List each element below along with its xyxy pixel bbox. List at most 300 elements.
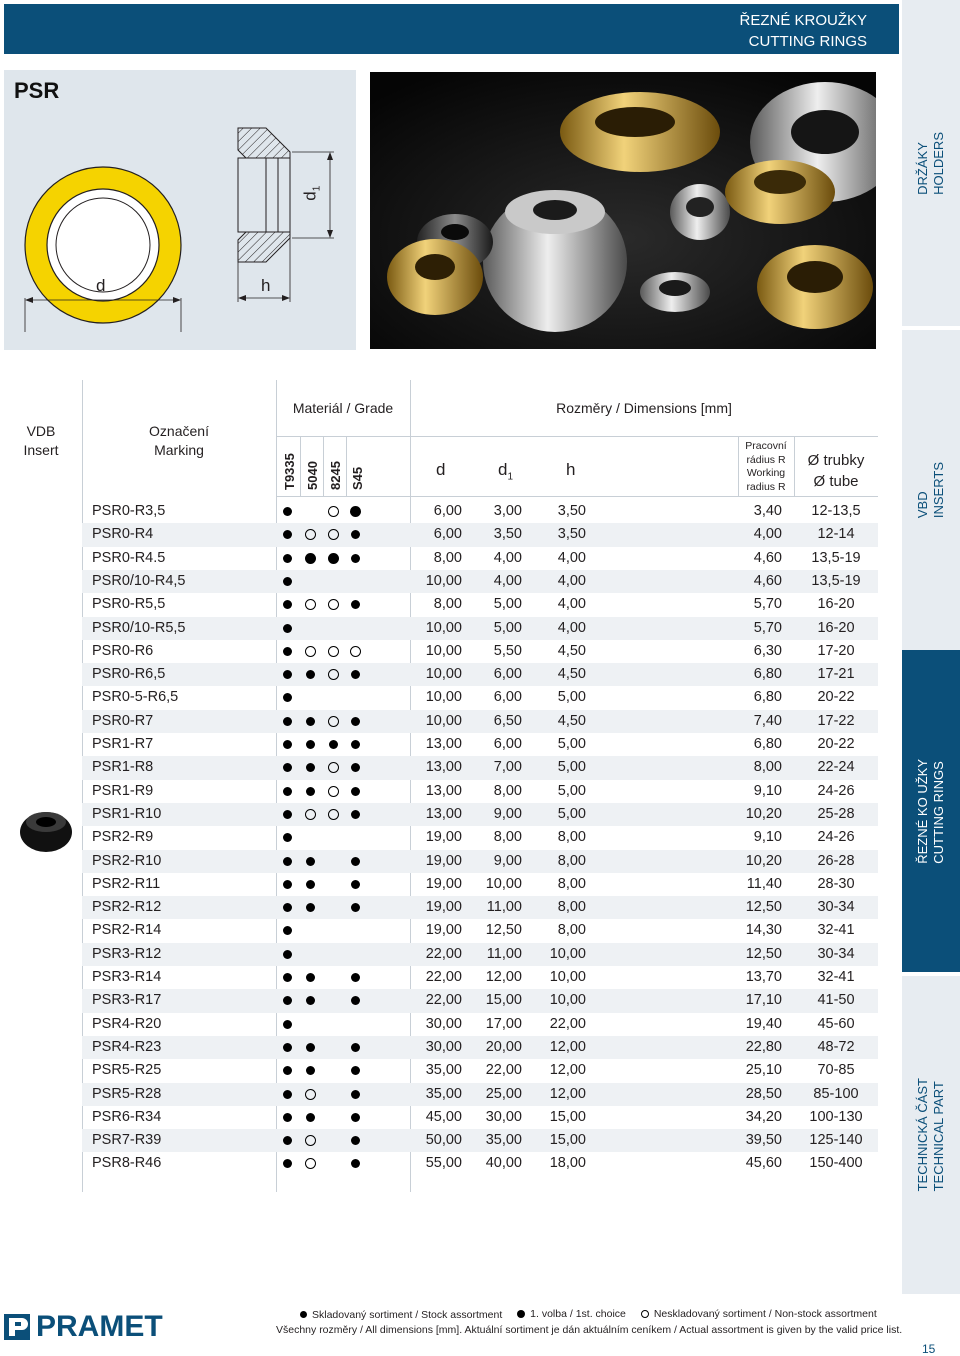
stock-grade-marker-icon (351, 530, 360, 539)
cell-d: 19,00 (425, 875, 462, 892)
stock-grade-marker-icon (351, 973, 360, 982)
cell-h: 5,00 (557, 759, 586, 776)
dimensions-header: Rozměry / Dimensions [mm] (556, 400, 732, 416)
stock-grade-marker-icon (351, 670, 360, 679)
radius-line: Pracovní (745, 440, 787, 452)
first-grade-marker-icon (350, 506, 361, 517)
cell-radius: 11,40 (746, 875, 782, 892)
stock-grade-marker-icon (283, 1043, 292, 1052)
stock-grade-marker-icon (351, 1159, 360, 1168)
nonstock-grade-marker-icon (328, 716, 339, 727)
cell-radius: 9,10 (753, 782, 782, 799)
cell-d: 50,00 (425, 1132, 462, 1149)
cell-tube: 13,5-19 (811, 549, 861, 566)
product-photo (370, 72, 876, 349)
side-tab-technical-part[interactable] (902, 976, 960, 1294)
side-tab-cutting-rings[interactable] (902, 650, 960, 972)
cell-d: 35,00 (425, 1062, 462, 1079)
nonstock-grade-marker-icon (305, 529, 316, 540)
table-row (82, 919, 878, 942)
nonstock-grade-marker-icon (328, 786, 339, 797)
table-row (82, 943, 878, 966)
stock-grade-marker-icon (283, 880, 292, 889)
cell-marking: PSR4-R23 (92, 1038, 162, 1055)
stock-grade-marker-icon (351, 903, 360, 912)
cell-h: 4,50 (557, 642, 586, 659)
cell-d1: 6,00 (493, 736, 522, 752)
stock-grade-marker-icon (283, 577, 292, 586)
cell-d: 19,00 (425, 922, 462, 939)
cell-d: 10,00 (425, 572, 462, 589)
cell-tube: 13,5-19 (811, 572, 861, 589)
stock-grade-marker-icon (351, 763, 360, 772)
cell-marking: PSR0/10-R4,5 (92, 572, 186, 589)
cell-d1: 25,00 (485, 1085, 522, 1102)
cell-radius: 10,20 (745, 805, 782, 822)
stock-grade-marker-icon (351, 787, 360, 796)
cell-d: 6,00 (433, 503, 462, 519)
cell-radius: 6,30 (753, 642, 782, 659)
stock-grade-marker-icon (351, 1090, 360, 1099)
cell-d1: 10,00 (485, 875, 522, 892)
cell-marking: PSR0-R3,5 (92, 503, 166, 519)
cell-h: 5,00 (557, 736, 586, 752)
nonstock-grade-marker-icon (328, 599, 339, 610)
table-row (82, 1036, 878, 1059)
table-row (82, 1059, 878, 1082)
grade-8245: 8245 (328, 461, 343, 490)
cell-tube: 125-140 (809, 1132, 863, 1149)
stock-grade-marker-icon (329, 740, 338, 749)
cell-d1: 6,00 (493, 689, 522, 706)
cell-radius: 13,70 (745, 969, 782, 985)
table-row (82, 1013, 878, 1036)
table-row (82, 1106, 878, 1129)
table-row (82, 570, 878, 593)
tube-line: Ø trubky (807, 452, 865, 469)
stock-grade-marker-icon (351, 810, 360, 819)
cell-marking: PSR1-R7 (92, 736, 154, 752)
radius-header (738, 440, 794, 494)
cell-d: 13,00 (425, 759, 462, 776)
cell-h: 5,00 (557, 805, 586, 822)
cell-tube: 24-26 (817, 829, 855, 846)
cell-marking: PSR2-R9 (92, 829, 154, 846)
cell-radius: 45,60 (745, 1155, 782, 1172)
cell-d: 10,00 (425, 642, 462, 659)
cell-h: 8,00 (557, 922, 586, 939)
cell-d: 8,00 (433, 596, 462, 613)
cell-d1: 4,00 (493, 572, 522, 589)
cell-marking: PSR4-R20 (92, 1015, 162, 1032)
cell-d1: 6,50 (493, 712, 522, 729)
cell-tube: 150-400 (809, 1155, 863, 1172)
stock-grade-marker-icon (351, 717, 360, 726)
cell-radius: 4,60 (753, 549, 782, 566)
label-d1-base: d (300, 191, 320, 201)
stock-grade-marker-icon (306, 880, 315, 889)
cell-tube: 70-85 (817, 1062, 855, 1079)
stock-grade-marker-icon (283, 903, 292, 912)
stock-grade-marker-icon (283, 530, 292, 539)
cell-marking: PSR0-R4 (92, 526, 154, 543)
nonstock-grade-marker-icon (328, 529, 339, 540)
legend-nonstock-text: Neskladovaný sortiment / Non-stock assortment (653, 1308, 877, 1320)
cell-h: 10,00 (549, 969, 586, 985)
cell-d: 22,00 (425, 992, 462, 1009)
side-tab-inserts[interactable] (902, 330, 960, 650)
dim-d1-sub: 1 (507, 471, 514, 483)
dim-d-header: d (436, 460, 446, 479)
nonstock-grade-marker-icon (328, 646, 339, 657)
nonstock-grade-marker-icon (305, 646, 316, 657)
page-footer (0, 1296, 960, 1356)
cell-d: 13,00 (425, 736, 462, 752)
cell-d1: 17,00 (485, 1015, 522, 1032)
cell-d1: 9,00 (493, 805, 522, 822)
cell-tube: 41-50 (817, 992, 855, 1009)
cell-tube: 17-20 (817, 642, 855, 659)
col-vdb-line2: Insert (23, 442, 59, 458)
cell-marking: PSR0/10-R5,5 (92, 619, 186, 636)
stock-grade-marker-icon (351, 1113, 360, 1122)
cell-marking: PSR1-R9 (92, 782, 154, 799)
stock-grade-marker-icon (283, 857, 292, 866)
stock-grade-marker-icon (351, 1136, 360, 1145)
cell-h: 3,50 (557, 526, 586, 543)
stock-grade-marker-icon (351, 880, 360, 889)
table-row (82, 803, 878, 826)
cell-tube: 16-20 (817, 619, 855, 636)
cell-marking: PSR6-R34 (92, 1108, 162, 1125)
cell-radius: 17,10 (745, 992, 782, 1009)
grade-header: Materiál / Grade (292, 400, 394, 416)
cell-marking: PSR7-R39 (92, 1132, 162, 1149)
table-row (82, 663, 878, 686)
stock-grade-marker-icon (283, 507, 292, 516)
cell-d1: 40,00 (485, 1155, 522, 1172)
grade-t9335: T9335 (282, 453, 297, 490)
cell-radius: 34,20 (745, 1108, 782, 1125)
cell-h: 18,00 (549, 1155, 586, 1172)
cell-marking: PSR2-R14 (92, 922, 162, 939)
table-row (82, 1083, 878, 1106)
cell-radius: 25,10 (745, 1062, 782, 1079)
cell-tube: 17-21 (817, 666, 855, 683)
cell-marking: PSR0-5-R6,5 (92, 689, 179, 706)
nonstock-grade-marker-icon (328, 669, 339, 680)
radius-line: Working (746, 467, 786, 479)
footer-note: Všechny rozměry / All dimensions [mm]. Aktuální sortiment je dán aktuálním ceníkem / Actual assortment is given by the valid price list. (276, 1324, 903, 1336)
stock-grade-marker-icon (283, 1090, 292, 1099)
cell-marking: PSR2-R12 (92, 899, 162, 916)
stock-grade-marker-icon (351, 1066, 360, 1075)
table-row (82, 500, 878, 523)
side-tab-label-cz: DRŽÁKY (915, 141, 930, 195)
cell-d: 30,00 (425, 1038, 462, 1055)
cell-marking: PSR2-R10 (92, 852, 162, 869)
cell-radius: 8,00 (753, 759, 782, 776)
cell-marking: PSR0-R7 (92, 712, 154, 729)
label-d1: $d_1$ (300, 185, 323, 201)
ring-section-view (238, 128, 290, 262)
cell-d1: 6,00 (493, 666, 522, 683)
col-marking-line1: Označení (149, 423, 209, 439)
stock-grade-marker-icon (283, 787, 292, 796)
stock-grade-marker-icon (306, 1113, 315, 1122)
stock-grade-marker-icon (283, 763, 292, 772)
technical-drawing-panel (4, 70, 356, 350)
product-code-title: PSR (14, 78, 60, 103)
cell-d1: 30,00 (485, 1108, 522, 1125)
cell-d: 30,00 (425, 1015, 462, 1032)
nonstock-grade-marker-icon (305, 1135, 316, 1146)
cell-radius: 4,00 (753, 526, 782, 543)
stock-grade-marker-icon (283, 810, 292, 819)
table-row (82, 686, 878, 709)
stock-grade-marker-icon (351, 996, 360, 1005)
tube-line: Ø tube (813, 473, 859, 490)
cell-h: 10,00 (549, 945, 586, 962)
table-row (82, 547, 878, 570)
cell-tube: 28-30 (817, 875, 855, 892)
col-marking-line2: Marking (154, 442, 204, 458)
pramet-logo-text: PRAMET (36, 1310, 163, 1343)
stock-grade-marker-icon (283, 740, 292, 749)
cell-h: 8,00 (557, 852, 586, 869)
dim-h-header: h (566, 460, 576, 479)
cutting-rings-photo (370, 72, 876, 349)
col-marking-header (82, 422, 276, 460)
table-row (82, 617, 878, 640)
label-d: d (96, 276, 106, 295)
cell-tube: 25-28 (817, 805, 855, 822)
stock-grade-marker-icon (283, 1159, 292, 1168)
cell-d: 13,00 (425, 805, 462, 822)
cell-marking: PSR5-R25 (92, 1062, 162, 1079)
dim-d1-base: d (498, 460, 508, 479)
table-row (82, 873, 878, 896)
cell-marking: PSR5-R28 (92, 1085, 162, 1102)
cell-d1: 5,00 (493, 596, 522, 613)
nonstock-grade-marker-icon (305, 809, 316, 820)
legend (300, 1308, 889, 1321)
stock-grade-marker-icon (306, 1066, 315, 1075)
side-tab-label-cz: VBD (915, 491, 930, 519)
cell-d: 55,00 (425, 1155, 462, 1172)
cell-tube: 45-60 (817, 1015, 855, 1032)
nonstock-grade-marker-icon (328, 809, 339, 820)
dim-d1-header (498, 460, 513, 482)
stock-grade-marker-icon (306, 857, 315, 866)
cell-d1: 12,00 (485, 969, 522, 985)
label-h: h (261, 276, 271, 295)
cell-d1: 11,00 (486, 945, 522, 962)
stock-grade-marker-icon (306, 670, 315, 679)
cell-marking: PSR2-R11 (92, 875, 161, 892)
cell-tube: 24-26 (817, 782, 855, 799)
table-row (82, 966, 878, 989)
col-vdb-line1: VDB (26, 423, 56, 439)
cell-tube: 32-41 (817, 969, 855, 985)
table-row (82, 1129, 878, 1152)
cell-d1: 7,00 (493, 759, 522, 776)
stock-grade-marker-icon (283, 554, 292, 563)
cell-d1: 35,00 (485, 1132, 522, 1149)
stock-grade-marker-icon (306, 763, 315, 772)
cell-h: 12,00 (549, 1038, 586, 1055)
cell-tube: 30-34 (817, 945, 855, 962)
table-row (82, 523, 878, 546)
cell-radius: 4,60 (753, 572, 782, 589)
cell-marking: PSR1-R10 (92, 805, 162, 822)
stock-grade-marker-icon (351, 857, 360, 866)
cell-radius: 6,80 (753, 666, 782, 683)
side-tab-holders[interactable] (902, 0, 960, 326)
stock-grade-marker-icon (283, 1113, 292, 1122)
legend-nonstock (641, 1308, 877, 1320)
stock-grade-marker-icon (283, 973, 292, 982)
side-tab-label-en: INSERTS (931, 461, 946, 519)
cell-h: 12,00 (549, 1062, 586, 1079)
cell-d1: 12,50 (485, 922, 522, 939)
table-row (82, 710, 878, 733)
cell-h: 4,00 (557, 572, 586, 589)
cell-d: 22,00 (425, 945, 462, 962)
cell-tube: 16-20 (817, 596, 855, 613)
table-row (82, 850, 878, 873)
nonstock-grade-marker-icon (328, 506, 339, 517)
cell-radius: 6,80 (753, 736, 782, 752)
cell-radius: 22,80 (745, 1038, 782, 1055)
legend-first-choice (517, 1308, 626, 1320)
cell-h: 4,50 (557, 712, 586, 729)
cell-h: 4,00 (557, 549, 586, 566)
cell-d: 6,00 (433, 526, 462, 543)
stock-grade-marker-icon (306, 740, 315, 749)
cell-tube: 26-28 (817, 852, 855, 869)
stock-grade-marker-icon (306, 996, 315, 1005)
cell-h: 8,00 (557, 829, 586, 846)
table-row (82, 896, 878, 919)
stock-grade-marker-icon (306, 717, 315, 726)
stock-grade-marker-icon (283, 833, 292, 842)
stock-grade-marker-icon (283, 1066, 292, 1075)
side-tab-label-cz: TECHNICKÁ ČÁST (915, 1078, 930, 1192)
cell-d: 22,00 (425, 969, 462, 985)
cell-d1: 5,00 (493, 619, 522, 636)
cell-h: 22,00 (549, 1015, 586, 1032)
radius-line: rádius R (746, 453, 786, 466)
grade-5040: 5040 (305, 461, 320, 490)
cell-d: 13,00 (425, 782, 462, 799)
cell-d1: 4,00 (493, 549, 522, 566)
side-tab-label-en: TECHNICAL PART (931, 1081, 946, 1192)
cell-radius: 12,50 (745, 945, 782, 962)
cell-marking: PSR0-R4.5 (92, 549, 166, 566)
nonstock-grade-marker-icon (305, 1158, 316, 1169)
cell-d1: 3,50 (493, 526, 522, 543)
cell-h: 15,00 (549, 1132, 586, 1149)
cell-d: 10,00 (425, 689, 462, 706)
tube-header (794, 450, 878, 492)
cell-d1: 22,00 (485, 1062, 522, 1079)
table-row (82, 1152, 878, 1175)
cell-tube: 100-130 (809, 1108, 863, 1125)
stock-grade-marker-icon (283, 600, 292, 609)
cell-d1: 8,00 (493, 782, 522, 799)
cell-radius: 3,40 (753, 503, 782, 519)
table-row (82, 780, 878, 803)
table-row (82, 640, 878, 663)
legend-first-text: 1. volba / 1st. choice (530, 1308, 626, 1320)
stock-grade-marker-icon (283, 670, 292, 679)
ring-drawing (4, 70, 356, 350)
cell-h: 12,00 (549, 1085, 586, 1102)
nonstock-grade-marker-icon (305, 1089, 316, 1100)
table-row (82, 593, 878, 616)
cell-marking: PSR0-R6 (92, 642, 154, 659)
nonstock-grade-marker-icon (350, 646, 361, 657)
cell-d: 35,00 (425, 1085, 462, 1102)
cell-d1: 15,00 (485, 992, 522, 1009)
cell-h: 8,00 (557, 899, 586, 916)
cell-radius: 39,50 (745, 1132, 782, 1149)
cell-d1: 8,00 (493, 829, 522, 846)
cell-d1: 9,00 (493, 852, 522, 869)
cell-tube: 20-22 (817, 736, 855, 752)
cell-tube: 12-14 (817, 526, 855, 543)
cell-tube: 20-22 (817, 689, 855, 706)
cell-d: 19,00 (425, 829, 462, 846)
cell-tube: 85-100 (813, 1085, 859, 1102)
cell-tube: 30-34 (817, 899, 855, 916)
cell-h: 15,00 (549, 1108, 586, 1125)
cell-h: 5,00 (557, 782, 586, 799)
cell-tube: 17-22 (817, 712, 855, 729)
cell-radius: 5,70 (753, 619, 782, 636)
cell-d1: 3,00 (493, 503, 522, 519)
table-row (82, 989, 878, 1012)
nonstock-grade-marker-icon (328, 762, 339, 773)
stock-grade-marker-icon (306, 1043, 315, 1052)
side-tab-label-cz: ŘEZNÉ KO UŽKY (915, 758, 930, 864)
stock-grade-marker-icon (283, 996, 292, 1005)
page-header (4, 4, 899, 54)
pramet-logo-mark-icon (4, 1314, 30, 1340)
cell-h: 4,50 (557, 666, 586, 683)
grade-s45: S45 (350, 466, 365, 490)
cell-marking: PSR8-R46 (92, 1155, 162, 1172)
cell-tube: 48-72 (817, 1038, 855, 1055)
stock-grade-marker-icon (351, 554, 360, 563)
cell-marking: PSR1-R8 (92, 759, 154, 776)
cell-radius: 14,30 (745, 922, 782, 939)
stock-grade-marker-icon (283, 717, 292, 726)
first-choice-dot-icon (517, 1310, 525, 1318)
legend-stock-text: Skladovaný sortiment / Stock assortment (312, 1308, 503, 1321)
cell-tube: 22-24 (817, 759, 855, 776)
cell-h: 3,50 (557, 503, 586, 519)
cell-d: 45,00 (425, 1108, 462, 1125)
cell-d: 10,00 (425, 619, 462, 636)
cell-marking: PSR3-R14 (92, 969, 162, 985)
cell-d: 19,00 (425, 899, 462, 916)
ring-thumbnail-icon (16, 804, 76, 854)
stock-grade-marker-icon (283, 693, 292, 702)
radius-line: radius R (746, 480, 786, 493)
header-title-cz: ŘEZNÉ KROUŽKY (739, 12, 867, 29)
